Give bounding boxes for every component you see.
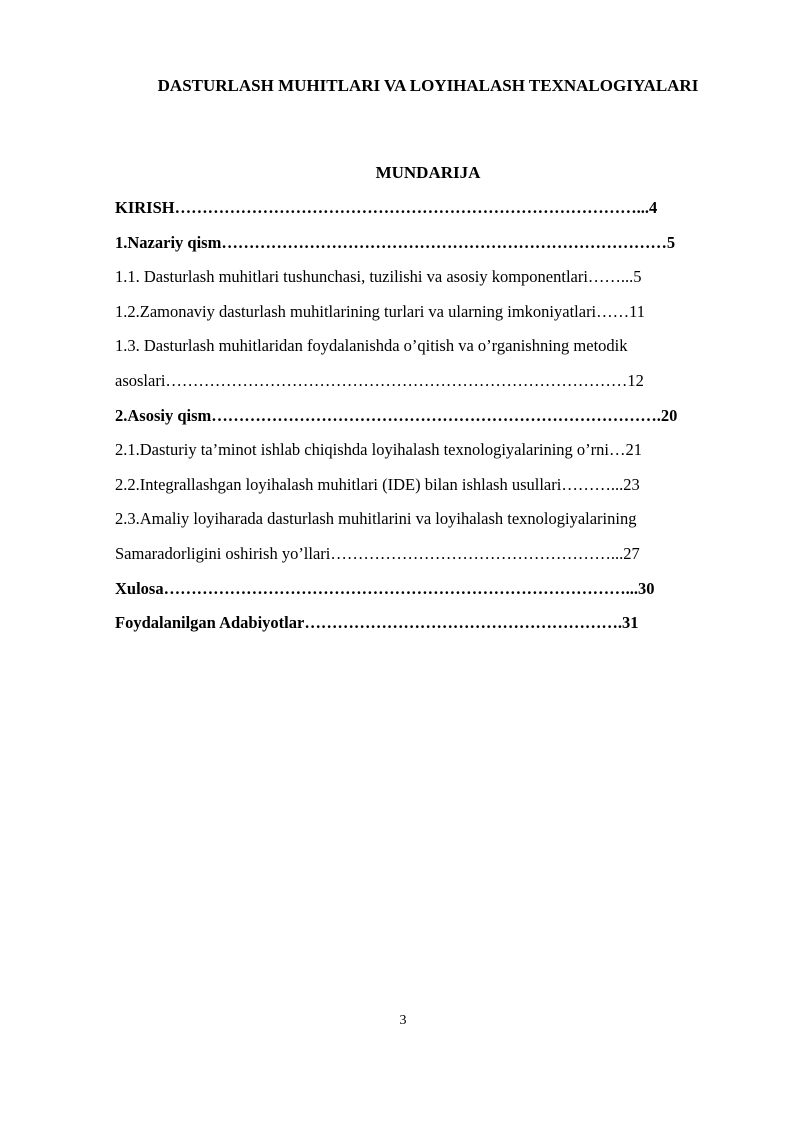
page-number: 3 (399, 1013, 407, 1028)
table-of-contents (115, 196, 718, 646)
toc-entry-asosiy-qism: 2.Asosiy qism……………………………………………………………………….20 (115, 405, 678, 425)
toc-entry-xulosa: Xulosa…………………………………………………………………………...30 (115, 578, 655, 598)
toc-entry-2-3-continued: Samaradorligini oshirish yo’llari……………………………………………...27 (115, 543, 640, 563)
toc-entry-2-1: 2.1.Dasturiy ta’minot ishlab chiqishda loyihalash texnologiyalarining o’rni…21 (115, 440, 642, 460)
toc-entry-kirish: KIRISH…………………………………………………………………………...4 (115, 198, 658, 217)
toc-entry-1-3: 1.3. Dasturlash muhitlaridan foydalanishda o’qitish va o’rganishning metodik (115, 336, 628, 356)
toc-entry-2-3: 2.3.Amaliy loyiharada dasturlash muhitlarini va loyihalash texnologiyalarining (115, 509, 637, 529)
toc-entry-1-2: 1.2.Zamonaviy dasturlash muhitlarining turlari va ularning imkoniyatlari……11 (115, 301, 646, 321)
document-title: DASTURLASH MUHITLARI VA LOYIHALASH TEXNALOGIYALARI (157, 76, 699, 95)
toc-heading: MUNDARIJA (375, 163, 481, 182)
toc-entry-1-1: 1.1. Dasturlash muhitlari tushunchasi, tuzilishi va asosiy komponentlari……...5 (115, 267, 642, 287)
toc-entry-1-3-continued: asoslari…………………………………………………………………………12 (115, 370, 644, 390)
toc-entry-adabiyotlar: Foydalanilgan Adabiyotlar………………………………………………….31 (115, 613, 639, 633)
toc-entry-nazariy-qism: 1.Nazariy qism………………………………………………………………………5 (115, 232, 676, 252)
toc-entry-2-2: 2.2.Integrallashgan loyihalash muhitlari (IDE) bilan ishlash usullari………...23 (115, 474, 640, 494)
